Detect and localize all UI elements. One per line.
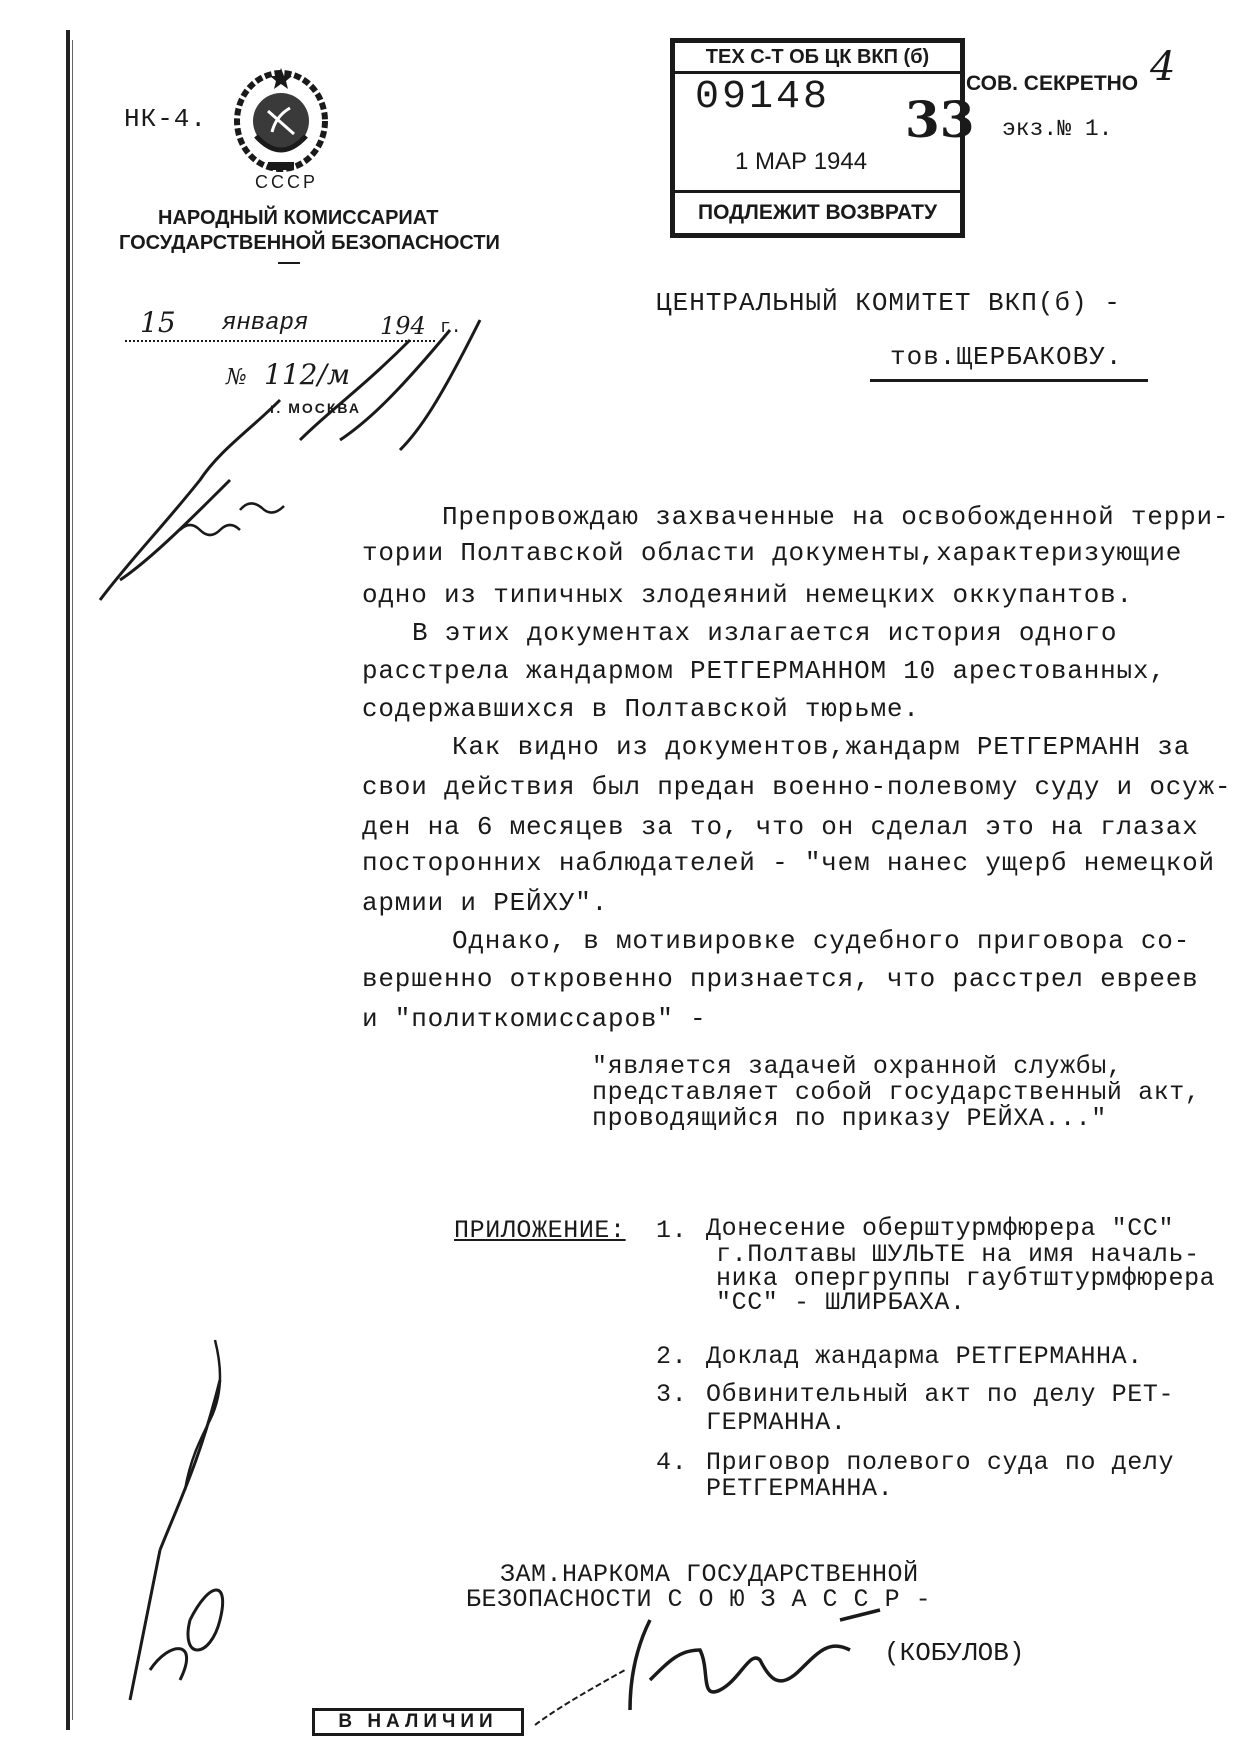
stamp-copy-count: 33	[905, 90, 975, 149]
appendix-item-number: 4.	[656, 1448, 688, 1477]
appendix-label: ПРИЛОЖЕНИЕ:	[454, 1216, 626, 1245]
reference-code: НК-4.	[124, 104, 208, 134]
appendix-item-line: Донесение оберштурмфюрера "СС"	[706, 1214, 1175, 1243]
copy-number: экз.№ 1.	[1002, 116, 1113, 142]
body-line: В этих документах излагается история одного	[412, 618, 1118, 648]
classification-level: СОВ. СЕКРЕТНО	[966, 72, 1139, 95]
body-line: Препровождаю захваченные на освобожденной терри-	[442, 502, 1230, 532]
margin-signature	[100, 1320, 250, 1720]
binding-edge-line	[72, 40, 73, 1720]
addressee-line2: тов.ЩЕРБАКОВУ.	[890, 342, 1123, 372]
body-line: содержавшихся в Полтавской тюрьме.	[362, 694, 920, 724]
body-line: расстрела жандармом РЕТГЕРМАННОМ 10 арестованных,	[362, 656, 1166, 686]
handwritten-resolution	[90, 280, 490, 620]
city-label: г. МОСКВА	[270, 400, 361, 416]
appendix-item-line: Обвинительный акт по делу РЕТ-	[706, 1380, 1175, 1409]
body-line: Как видно из документов,жандарм РЕТГЕРМАНН за	[452, 732, 1191, 762]
signatory-name: (КОБУЛОВ)	[884, 1638, 1025, 1668]
body-line: тории Полтавской области документы,характеризующие	[362, 538, 1183, 568]
stamp-header: ТЕХ С-Т ОБ ЦК ВКП (б)	[675, 43, 960, 74]
handwritten-signature	[610, 1590, 890, 1740]
date-day: 15	[140, 306, 176, 339]
ussr-emblem-icon	[228, 66, 334, 180]
signature-title-line2: БЕЗОПАСНОСТИ С О Ю З А С С Р -	[466, 1585, 932, 1614]
body-line: ден на 6 месяцев за то, что он сделал это на глазах	[362, 812, 1199, 842]
body-line: вершенно откровенно признается, что расстрел евреев	[362, 964, 1199, 994]
page-number: 4	[1150, 44, 1176, 90]
quote-line: представляет собой государственный акт,	[592, 1078, 1201, 1107]
footer-handwritten-note	[530, 1660, 630, 1730]
body-line: одно из типичных злодеяний немецких оккупантов.	[362, 580, 1133, 610]
org-name-line1: НАРОДНЫЙ КОМИССАРИАТ	[158, 207, 439, 229]
body-line: армии и РЕЙХУ".	[362, 888, 609, 918]
body-line: и "политкомиссаров" -	[362, 1004, 707, 1034]
country-label: СССР	[255, 172, 319, 192]
date-year: 194	[380, 312, 426, 340]
appendix-item-line: ника опергруппы гаубтштурмфюрера	[716, 1264, 1216, 1293]
header-divider	[278, 262, 300, 264]
appendix-item-line: "СС" - ШЛИРБАХА.	[716, 1288, 966, 1317]
quote-line: "является задачей охранной службы,	[592, 1052, 1123, 1081]
stamp-reg-number: 09148	[695, 75, 831, 120]
addressee-underline	[870, 379, 1148, 382]
appendix-item-line: Приговор полевого суда по делу	[706, 1448, 1175, 1477]
date-suffix: г.	[440, 318, 462, 338]
document-number: 112/м	[264, 358, 351, 391]
binding-edge	[66, 30, 70, 1730]
date-month: января	[222, 310, 309, 337]
body-line: Однако, в мотивировке судебного приговора со-	[452, 926, 1191, 956]
appendix-item-line: Доклад жандарма РЕТГЕРМАННА.	[706, 1342, 1143, 1371]
body-line: посторонних наблюдателей - "чем нанес ущерб немецкой	[362, 848, 1215, 878]
quote-line: проводящийся по приказу РЕЙХА..."	[592, 1104, 1107, 1133]
number-prefix: №	[226, 365, 247, 390]
appendix-item-number: 2.	[656, 1342, 688, 1371]
availability-stamp: В НАЛИЧИИ	[312, 1708, 524, 1736]
signature-title-line1: ЗАМ.НАРКОМА ГОСУДАРСТВЕННОЙ	[500, 1560, 919, 1589]
appendix-item-number: 1.	[656, 1216, 688, 1245]
stamp-date: 1 МАР 1944	[735, 148, 868, 175]
appendix-item-line: РЕТГЕРМАННА.	[706, 1474, 894, 1503]
addressee-line1: ЦЕНТРАЛЬНЫЙ КОМИТЕТ ВКП(б) -	[656, 288, 1121, 318]
appendix-item-line: ГЕРМАННА.	[706, 1408, 847, 1437]
org-name-line2: ГОСУДАРСТВЕННОЙ БЕЗОПАСНОСТИ	[119, 232, 500, 254]
stamp-footer: ПОДЛЕЖИТ ВОЗВРАТУ	[675, 190, 960, 233]
appendix-item-number: 3.	[656, 1380, 688, 1409]
appendix-item-line: г.Полтавы ШУЛЬТЕ на имя началь-	[716, 1240, 1200, 1269]
body-line: свои действия был предан военно-полевому суду и осуж-	[362, 772, 1232, 802]
